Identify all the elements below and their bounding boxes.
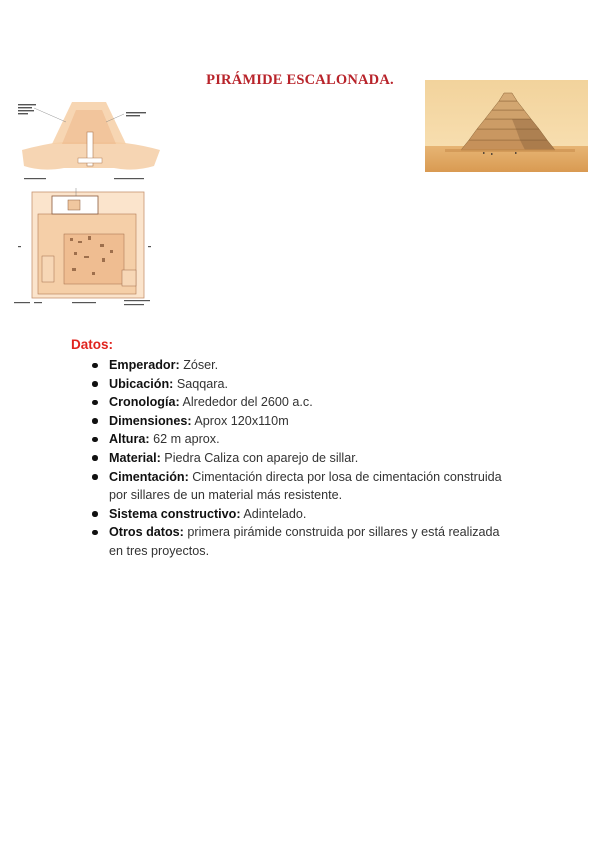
item-value: 62 m aprox.: [153, 432, 220, 447]
bullet-icon: [92, 363, 98, 369]
page-title: PIRÁMIDE ESCALONADA.: [206, 72, 394, 88]
item-value: Saqqara.: [176, 376, 229, 391]
bullet-icon: [92, 400, 98, 406]
list-item: [92, 468, 512, 505]
item-label: Material:: [109, 450, 161, 465]
list-item: [92, 412, 512, 431]
list-item: [92, 449, 512, 468]
bullet-icon: [92, 418, 98, 424]
item-value: primera pirámide construida por sillares y está realizada en tres proyectos.: [109, 525, 500, 558]
item-label: Dimensiones:: [109, 413, 192, 428]
item-label: Cronología:: [109, 395, 180, 410]
item-label: Otros datos:: [109, 525, 184, 540]
datos-heading: Datos:: [71, 337, 114, 352]
bullet-icon: [92, 381, 98, 387]
item-value: Alrededor del 2600 a.c.: [182, 395, 313, 410]
item-label: Emperador:: [109, 358, 180, 372]
item-value: Zóser.: [183, 358, 219, 372]
list-item: [92, 523, 512, 560]
bullet-icon: [92, 455, 98, 461]
step-pyramid-photo: [425, 80, 588, 172]
list-item: [92, 393, 512, 412]
list-item: [92, 375, 512, 394]
list-item: [92, 356, 512, 375]
bullet-icon: [92, 474, 98, 480]
item-label: Cimentación:: [109, 469, 189, 484]
datos-list: [92, 356, 512, 561]
list-item: [92, 430, 512, 449]
item-value: Piedra Caliza con aparejo de sillar.: [164, 450, 359, 465]
item-value: Cimentación directa por losa de cimentación construida por sillares de un material más resistente.: [109, 469, 502, 503]
item-label: Sistema constructivo:: [109, 506, 241, 521]
list-item: [92, 505, 512, 524]
item-value: Adintelado.: [243, 506, 307, 521]
bullet-icon: [92, 530, 98, 536]
item-label: Ubicación:: [109, 376, 174, 391]
pyramid-complex-plan: [12, 186, 164, 310]
bullet-icon: [92, 437, 98, 443]
bullet-icon: [92, 511, 98, 517]
pyramid-section-drawing: [14, 92, 164, 184]
item-value: Aprox 120x110m: [194, 413, 289, 428]
item-label: Altura:: [109, 432, 150, 447]
